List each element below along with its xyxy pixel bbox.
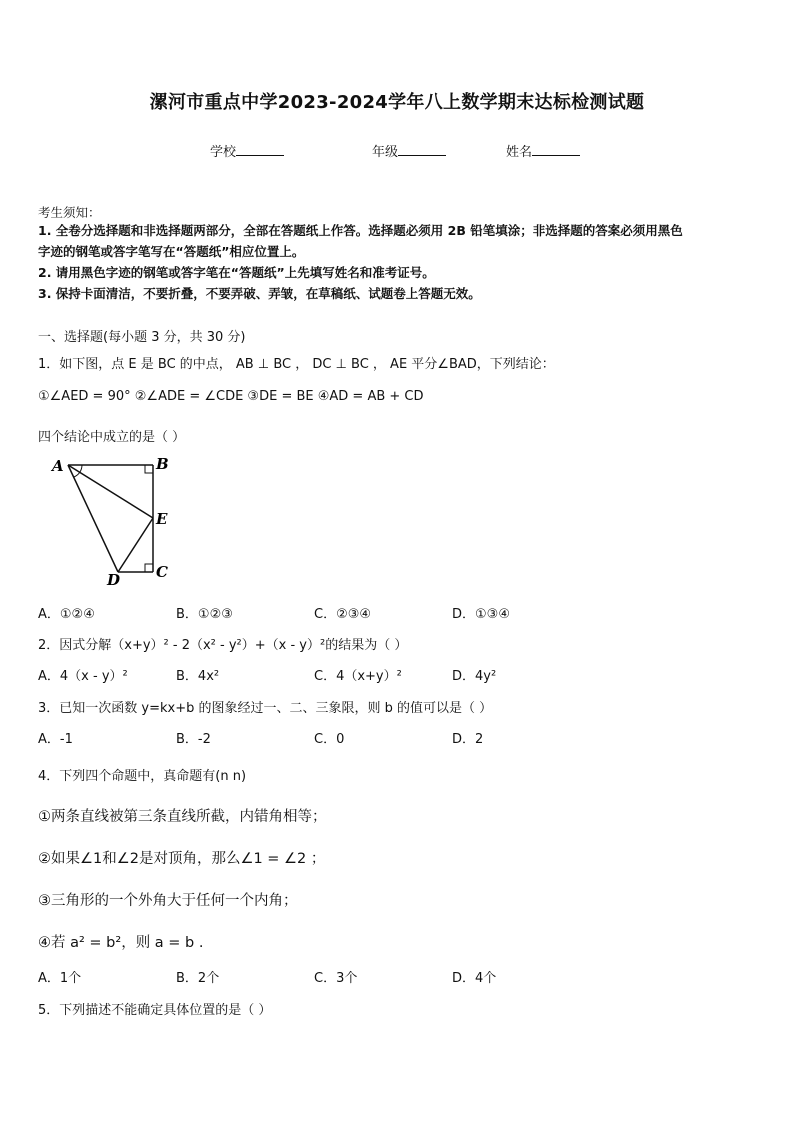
right-angle-c xyxy=(145,564,153,572)
name-label: 姓名 xyxy=(506,145,533,160)
name-field xyxy=(506,141,580,160)
label-b: B xyxy=(156,455,169,473)
q1-option-a[interactable]: A．①②④ xyxy=(38,607,95,622)
q1-figure xyxy=(46,452,176,592)
q4-option-d[interactable]: D．4个 xyxy=(452,971,497,986)
school-field xyxy=(210,141,284,160)
q3-option-b[interactable]: B．-2 xyxy=(176,732,211,747)
q2-option-a[interactable]: A．4（x - y）² xyxy=(38,669,128,684)
q4-item-1: ①两条直线被第三条直线所截，内错角相等； xyxy=(38,809,327,825)
q3-stem: 3．已知一次函数 y=kx+b 的图象经过一、二、三象限，则 b 的值可以是（ ） xyxy=(38,701,493,716)
q4-option-a[interactable]: A．1个 xyxy=(38,971,82,986)
q2-option-b[interactable]: B．4x² xyxy=(176,669,220,684)
q4-option-b[interactable]: B．2个 xyxy=(176,971,220,986)
school-label: 学校 xyxy=(210,145,237,160)
q3-option-c[interactable]: C．0 xyxy=(314,732,345,747)
q1-conclusions: ①∠AED = 90° ②∠ADE = ∠CDE ③DE = BE ④AD = AB + CD xyxy=(38,389,424,404)
name-blank xyxy=(532,143,580,156)
q4-item-3: ③三角形的一个外角大于任何一个内角； xyxy=(38,893,298,909)
q1-ask: 四个结论中成立的是（ ） xyxy=(38,430,186,445)
q4-item-4: ④若 a² = b²，则 a = b . xyxy=(38,935,204,951)
q2-option-d[interactable]: D．4y² xyxy=(452,669,497,684)
q1-option-d[interactable]: D．①③④ xyxy=(452,607,510,622)
q3-option-d[interactable]: D．2 xyxy=(452,732,484,747)
grade-field xyxy=(372,141,446,160)
q1-stem: 1．如下图，点 E 是 BC 的中点， AB ⊥ BC ， DC ⊥ BC ， AE 平分∠BAD，下列结论： xyxy=(38,357,555,372)
notice-item-1b: 字迹的钢笔或答字笔写在“答题纸”相应位置上。 xyxy=(38,244,305,259)
label-a: A xyxy=(52,457,64,475)
angle-arc-bae xyxy=(80,465,82,472)
grade-blank xyxy=(398,143,446,156)
angle-arc-ead xyxy=(74,472,80,477)
q4-item-2: ②如果∠1和∠2是对顶角，那么∠1 = ∠2 ； xyxy=(38,851,326,867)
school-blank xyxy=(236,143,284,156)
q3-option-a[interactable]: A．-1 xyxy=(38,732,73,747)
notice-item-2: 2. 请用黑色字迹的钢笔或答字笔在“答题纸”上先填写姓名和准考证号。 xyxy=(38,265,435,280)
notice-heading: 考生须知： xyxy=(38,205,101,220)
page-title: 漯河市重点中学2023-2024学年八上数学期末达标检测试题 xyxy=(149,92,645,113)
notice-item-3: 3. 保持卡面清洁，不要折叠，不要弄破、弄皱，在草稿纸、试题卷上答题无效。 xyxy=(38,286,481,301)
label-d: D xyxy=(107,571,121,589)
section-heading: 一、选择题(每小题 3 分，共 30 分) xyxy=(38,330,246,345)
label-c: C xyxy=(156,563,168,581)
q4-stem: 4．下列四个命题中，真命题有(n n) xyxy=(38,769,247,784)
q1-option-b[interactable]: B．①②③ xyxy=(176,607,233,622)
grade-label: 年级 xyxy=(372,145,399,160)
q2-stem: 2．因式分解（x+y）² - 2（x² - y²）+（x - y）²的结果为（ ） xyxy=(38,638,408,653)
q1-option-c[interactable]: C．②③④ xyxy=(314,607,372,622)
notice-item-1a: 1. 全卷分选择题和非选择题两部分，全部在答题纸上作答。选择题必须用 2B 铅笔填涂；非选择题的答案必须用黑色 xyxy=(38,223,683,238)
q2-option-c[interactable]: C．4（x+y）² xyxy=(314,669,402,684)
label-e: E xyxy=(156,510,168,528)
q5-stem: 5．下列描述不能确定具体位置的是（ ） xyxy=(38,1003,272,1018)
right-angle-b xyxy=(145,465,153,473)
q4-option-c[interactable]: C．3个 xyxy=(314,971,358,986)
